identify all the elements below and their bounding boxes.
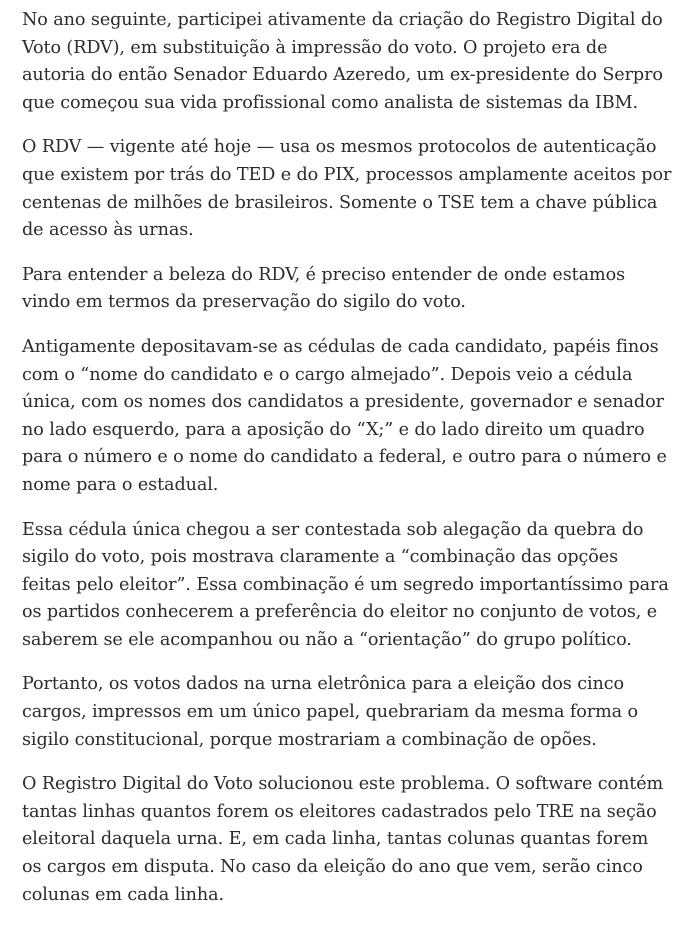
paragraph: Essa cédula única chegou a ser contestada sob alegação da quebra do sigilo do voto, pois mostrava claramente a “combinação das opções feitas pelo eleitor”. Essa combinação é um segredo importantíssimo para os partidos conhecerem a preferência do eleitor no conjunto de votos, e saberem se ele acompanhou ou não a “orientação” do grupo político. — [22, 519, 669, 650]
paragraph: Portanto, os votos dados na urna eletrônica para a eleição dos cinco cargos, impressos em um único papel, quebrariam da mesma forma o sigilo constitucional, porque mostrariam a combinação de opões. — [22, 674, 639, 750]
paragraph: No ano seguinte, participei ativamente da criação do Registro Digital do Voto (RDV), em substituição à impressão do voto. O projeto era de autoria do então Senador Eduardo Azeredo, um ex-presidente do Serpro que começou sua vida profissional como analista de sistemas da IBM. — [22, 10, 663, 113]
paragraph: Antigamente depositavam-se as cédulas de cada candidato, papéis finos com o “nome do candidato e o cargo almejado”. Depois veio a cédula única, com os nomes dos candidatos a presidente, governador e senador no lado esquerdo, para a aposição do “X;” e do lado direito um quadro para o número e o nome do candidato a federal, e outro para o número e nome para o estadual. — [22, 336, 667, 495]
paragraph: O RDV — vigente até hoje — usa os mesmos protocolos de autenticação que existem por trás do TED e do PIX, processos amplamente aceitos por centenas de milhões de brasileiros. Somente o TSE tem a chave pública de acesso às urnas. — [22, 137, 672, 241]
paragraph: Para entender a beleza do RDV, é preciso entender de onde estamos vindo em termos da preservação do sigilo do voto. — [22, 264, 625, 313]
paragraph: O Registro Digital do Voto solucionou este problema. O software contém tantas linhas quantos forem os eleitores cadastrados pelo TRE na seção eleitoral daquela urna. E, em cada linha, tantas colunas quantas forem os cargos em disputa. No caso da eleição do ano que vem, serão cinco colunas em cada linha. — [22, 774, 664, 905]
